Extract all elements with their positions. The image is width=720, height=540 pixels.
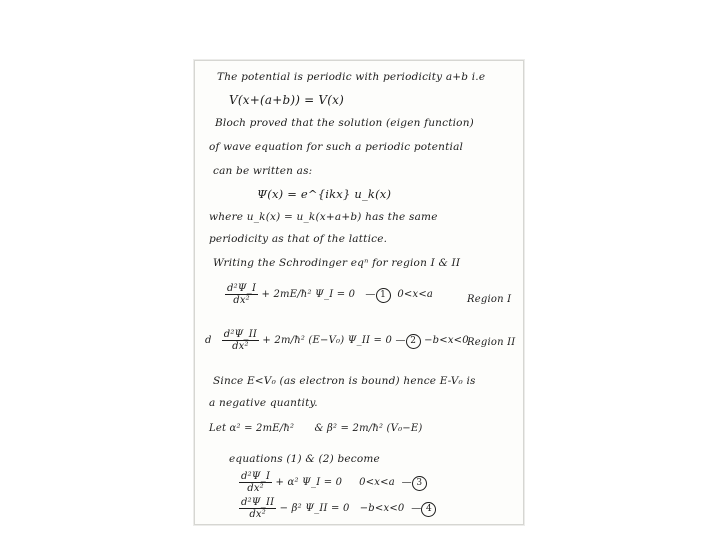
equation-range: 0<x<a xyxy=(359,477,395,488)
equation-marker: 3 xyxy=(412,476,427,491)
fraction xyxy=(239,471,272,494)
equation-range: −b<x<0 xyxy=(359,503,405,514)
equation-rhs: & β² = 2m/ħ² (V₀−E) xyxy=(314,423,423,434)
equation-3 xyxy=(209,423,422,434)
equation-range: 0<x<a xyxy=(397,289,434,300)
text-line-4: of wave equation for such a periodic potential xyxy=(209,141,464,153)
region-label-2: Region II xyxy=(467,337,516,348)
fraction-denominator: dx² xyxy=(247,483,264,494)
fraction-denominator: dx² xyxy=(233,295,250,306)
text-line-15: Since E<V₀ (as electron is bound) hence E-V₀ is xyxy=(213,375,476,387)
equation-prefix: d xyxy=(205,335,212,346)
fraction-numerator: d²Ψ_I xyxy=(241,471,271,482)
text-line-8: periodicity as that of the lattice. xyxy=(209,233,388,245)
equation-marker: 4 xyxy=(421,502,436,517)
text-line-3: Bloch proved that the solution (eigen function) xyxy=(215,117,474,129)
fraction-numerator: d²Ψ_II xyxy=(223,329,258,340)
equation-2: d $\frac{\text{d²Ψ\_II}}{\text{dx²}}$ + 2m/ħ² (E−V₀) Ψ_II = 0 — 2 −b<x<0 xyxy=(205,329,469,352)
equation-range: −b<x<0 xyxy=(424,335,469,346)
fraction-numerator: d²Ψ_I xyxy=(227,283,257,294)
equation-4: $\frac{\text{d²Ψ\_I}}{\text{dx²}}$ + α² Ψ_I = 0 0<x<a — 3 xyxy=(239,471,427,494)
equation-rest: − β² Ψ_II = 0 xyxy=(279,503,350,514)
fraction xyxy=(239,497,276,520)
text-line-2: V(x+(a+b)) = V(x) xyxy=(229,93,344,107)
fraction-numerator: d²Ψ_II xyxy=(241,497,275,508)
equation-rest: + 2mE/ħ² Ψ_I = 0 xyxy=(261,289,356,300)
text-line-19: equations (1) & (2) become xyxy=(229,453,380,465)
equation-5: $\frac{\text{d²Ψ\_II}}{\text{dx²}}$ − β² Ψ_II = 0 −b<x<0 — 4 xyxy=(239,497,436,520)
text-line-16: a negative quantity. xyxy=(209,397,318,409)
equation-lhs: Let α² = 2mE/ħ² xyxy=(209,423,295,434)
text-line-6: Ψ(x) = e^{ikx} u_k(x) xyxy=(257,187,392,201)
text-line-7: where u_k(x) = u_k(x+a+b) has the same xyxy=(209,211,438,223)
equation-marker: 2 xyxy=(406,334,421,349)
fraction-denominator: dx² xyxy=(232,341,249,352)
equation-rest: + α² Ψ_I = 0 xyxy=(275,477,343,488)
equation-1: $\frac{\text{d²Ψ\_I}}{\text{dx²}}$ + 2mE/ħ² Ψ_I = 0 — 1 0<x<a xyxy=(227,283,434,306)
handwritten-page xyxy=(194,60,524,525)
equation-marker: 1 xyxy=(376,288,391,303)
equation-rest: + 2m/ħ² (E−V₀) Ψ_II = 0 xyxy=(262,335,393,346)
text-line-5: can be written as: xyxy=(213,165,313,177)
text-line-9: Writing the Schrodinger eqⁿ for region I & II xyxy=(213,257,461,269)
text-line-1: The potential is periodic with periodicity a+b i.e xyxy=(217,71,486,83)
region-label-1: Region I xyxy=(467,294,512,305)
fraction-denominator: dx² xyxy=(249,509,266,520)
fraction xyxy=(222,329,259,352)
fraction xyxy=(225,283,258,306)
